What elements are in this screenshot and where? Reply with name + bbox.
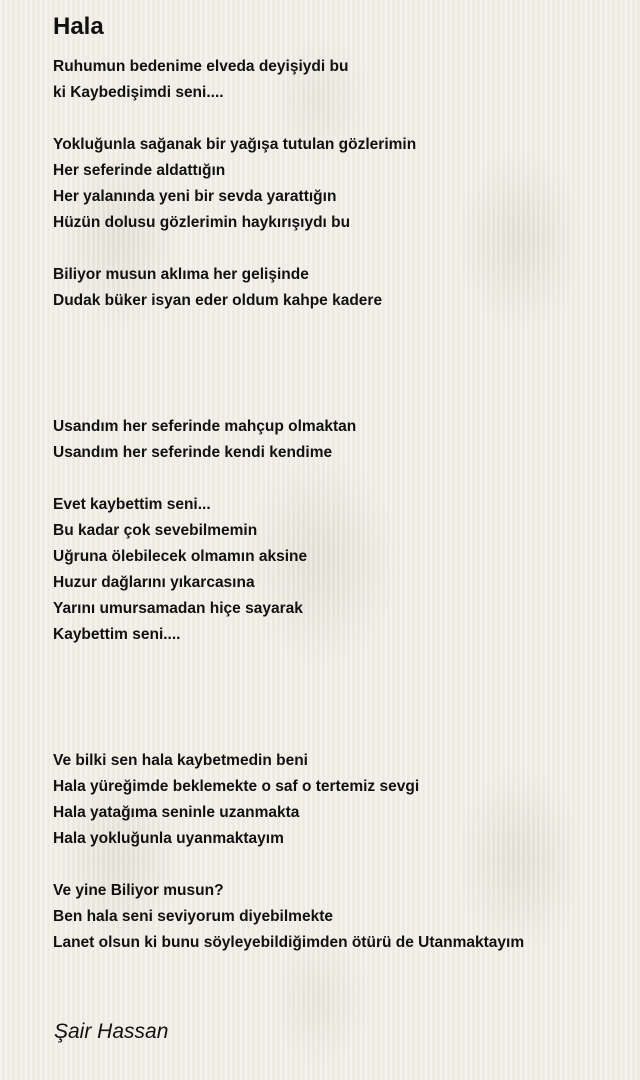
poem-line: Yarını umursamadan hiçe sayarak [53,600,303,617]
stanza-gap [53,314,613,414]
poem-line: Hala yatağıma seninle uzanmakta [53,804,300,821]
poem-line: Hala yokluğunla uyanmaktayım [53,830,284,847]
poem-author: Şair Hassan [54,1020,169,1043]
poem-line: Biliyor musun aklıma her gelişinde [53,266,309,283]
stanza [53,492,613,648]
poem-container [53,10,613,956]
stanza-gap [53,648,613,748]
poem-line: Ruhumun bedenime elveda deyişiydi bu [53,58,349,75]
poem-line: Her seferinde aldattığın [53,162,226,179]
stanza [53,132,613,236]
poem-line: Evet kaybettim seni... [53,496,211,513]
poem-line: Usandım her seferinde mahçup olmaktan [53,418,357,435]
poem-line: Uğruna ölebilecek olmamın aksine [53,548,308,565]
poem-line: Hüzün dolusu gözlerimin haykırışıydı bu [53,214,351,231]
poem-body [53,54,613,956]
stanza [53,54,613,106]
poem-line: Ben hala seni seviyorum diyebilmekte [53,908,333,925]
stanza-gap [53,852,613,878]
poem-title: Hala [53,13,104,40]
stanza-gap [53,236,613,262]
stanza-gap [53,106,613,132]
poem-line: Lanet olsun ki bunu söyleyebildiğimden ötürü de Utanmaktayım [53,934,525,951]
stanza [53,414,613,466]
poem-line: Yokluğunla sağanak bir yağışa tutulan gözlerimin [53,136,417,153]
poem-line: Huzur dağlarını yıkarcasına [53,574,255,591]
stanza [53,748,613,852]
stanza-gap [53,466,613,492]
poem-line: Usandım her seferinde kendi kendime [53,444,333,461]
poem-line: Dudak büker isyan eder oldum kahpe kadere [53,292,383,309]
stanza [53,262,613,314]
poem-line: Ve yine Biliyor musun? [53,882,224,899]
poem-line: Her yalanında yeni bir sevda yarattığın [53,188,337,205]
poem-line: Bu kadar çok sevebilmemin [53,522,258,539]
poem-line: Kaybettim seni.... [53,626,181,643]
poem-line: Hala yüreğimde beklemekte o saf o tertemiz sevgi [53,778,420,795]
poem-line: Ve bilki sen hala kaybetmedin beni [53,752,308,769]
stanza [53,878,613,956]
poem-line: ki Kaybedişimdi seni.... [53,84,224,101]
